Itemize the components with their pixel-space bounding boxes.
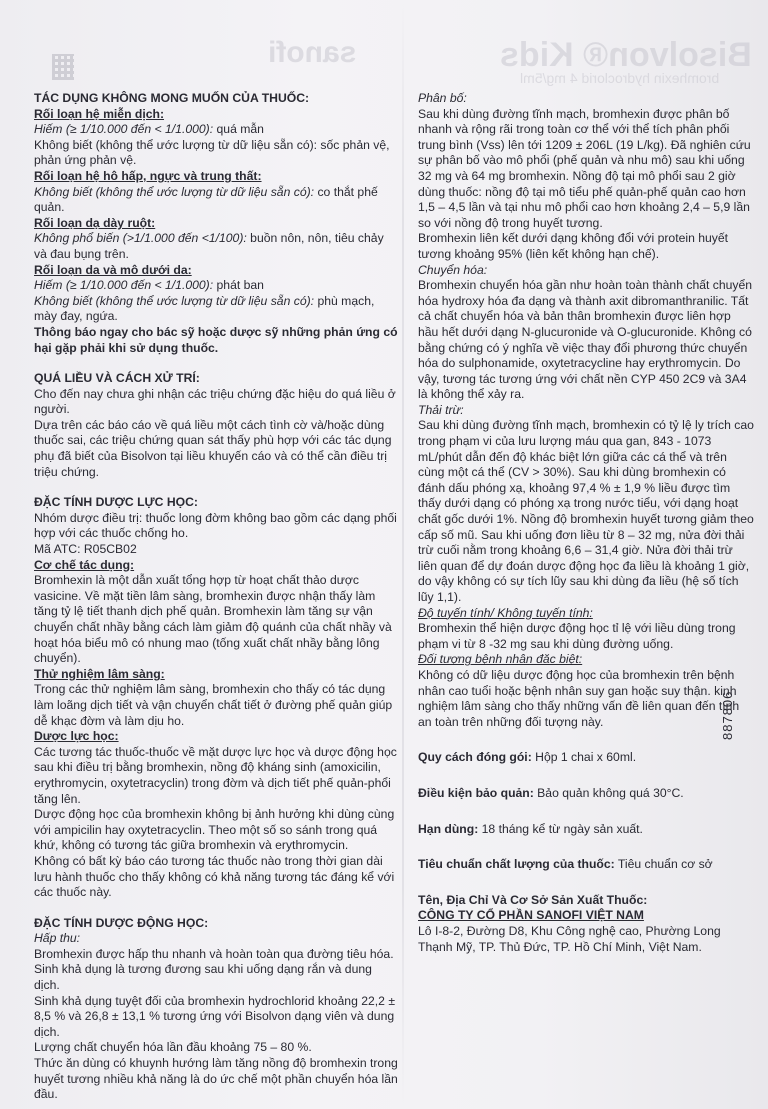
info-value: co thắt phế quản. — [34, 184, 378, 215]
spacer — [34, 480, 399, 495]
product-info-line — [418, 786, 754, 802]
subsection-heading: Rối loạn hệ hô hấp, ngực và trung thất: — [34, 168, 262, 183]
subsection-heading: Rối loạn hệ miễn dịch: — [34, 106, 165, 121]
paragraph: Bromhexin liên kết dưới dạng không đổi với protein huyết tương khoảng 95% (liên kết không hạn chế). — [418, 231, 729, 261]
paragraph: Nhóm dược điều trị: thuốc long đờm không bao gồm các dạng phối hợp với các thuốc chống ho. — [34, 510, 397, 541]
show-through-company: sanofi — [268, 36, 357, 69]
italic-subheading: Đối tượng bệnh nhân đặc biệt: — [418, 652, 583, 667]
info-label: Hạn dùng: — [418, 821, 479, 836]
info-value: Bảo quản không quá 30°C. — [533, 785, 684, 800]
spacer — [418, 837, 754, 857]
spacer — [34, 901, 399, 916]
section-heading: QUÁ LIỀU VÀ CÁCH XỬ TRÍ: — [34, 371, 200, 386]
spacer — [34, 356, 399, 371]
paragraph: Bromhexin được hấp thu nhanh và hoàn toàn qua đường tiêu hóa. — [34, 946, 394, 961]
bold-notice: Tên, Địa Chỉ Và Cơ Sở Sản Xuất Thuốc: — [418, 892, 648, 907]
fold-line — [402, 0, 404, 1109]
info-label: Quy cách đóng gói: — [418, 750, 532, 765]
frequency-label: Hiếm (≥ 1/10.000 đến < 1/1.000): — [34, 122, 214, 137]
subsection-heading: Thử nghiệm lâm sàng: — [34, 666, 165, 681]
right-column — [418, 91, 754, 955]
subsection-heading: Cơ chế tác dụng: — [34, 557, 135, 572]
frequency-line — [34, 122, 399, 138]
paragraph: Các tương tác thuốc-thuốc về mặt dược lực học và dược động học sau khi điều trị bằng bromhexin, nồng độ kháng sinh (amoxicilin, erythromycin, oxytetracyclin) trong đờm và dịch tiết phế quản-phổi tăng lên. — [34, 744, 397, 806]
paragraph: Thức ăn dùng có khuynh hướng làm tăng nồng độ bromhexin trong huyết tương nhiều khả năng là do ức chế một phần chuyển hóa lần đầu. — [34, 1056, 398, 1102]
paragraph: Dựa trên các báo cáo về quá liều một cách tình cờ và/hoặc dùng thuốc sai, các triệu chứng quan sát thấy phù hợp với các tác dụng phụ đã biết của Bisolvon tại liều khuyến cáo và có thể cần điều trị triệu chứng. — [34, 417, 392, 479]
paragraph: Cho đến nay chưa ghi nhận các triệu chứng đặc hiệu do quá liều ở người. — [34, 386, 396, 417]
italic-subheading: Hấp thu: — [34, 931, 81, 946]
spacer — [418, 766, 754, 786]
paragraph: Bromhexin là một dẫn xuất tổng hợp từ hoạt chất thảo dược vasicine. Về mặt tiền lâm sàng, bromhexin được nhận thấy làm tăng tỷ lệ tiết thanh dịch phế quản. Bromhexin làm tăng sự vận chuyển chất nhầy bằng cách làm giảm độ quánh của chất nhầy và hoạt hóa biểu mô có nhung mao (tống xuất chất nhầy bằng lông chuyển). — [34, 573, 392, 666]
spacer — [418, 873, 754, 893]
company-name: CÔNG TY CỔ PHẦN SANOFI VIỆT NAM — [418, 908, 644, 923]
subsection-heading: Rối loạn da và mô dưới da: — [34, 262, 192, 277]
info-value: phát ban — [213, 278, 264, 293]
paragraph: Sinh khả dụng tuyệt đối của bromhexin hydrochlorid khoảng 22,2 ± 8,5 % và 26,8 ± 13,1 % tương ứng với Bisolvon dạng viên và dung dịch. — [34, 993, 396, 1039]
product-info-line — [418, 857, 754, 873]
info-value: buồn nôn, nôn, tiêu chảy và đau bụng trên. — [34, 231, 384, 261]
paragraph: Sau khi dùng đường tĩnh mạch, bromhexin được phân bố nhanh và rộng rãi trong toàn cơ thể với thể tích phân phối trung bình (Vss) lên tới 1209 ± 206L (19 L/kg). Đã nghiên cứu sự phân bố vào mô phổi (phế quản và nhu mô) sau khi uống 32 mg và 64 mg bromhexin. Nồng độ tại mô phổi sau 2 giờ dùng thuốc: nồng độ tại mô tiểu phế quản-phế quản cao hơn 1,5 – 4,5 lần và tại nhu mô phổi cao hơn khoảng 2,4 – 5,9 lần so với nồng độ trong huyết tương. — [418, 106, 751, 230]
frequency-line — [34, 231, 399, 262]
frequency-line — [34, 185, 399, 216]
frequency-label: Hiếm (≥ 1/10.000 đến < 1/1.000): — [34, 278, 214, 293]
print-code: 887806 — [720, 690, 735, 740]
show-through-subtitle: bromhexin hydroclorid 4 mg/5ml — [520, 70, 720, 86]
paragraph: Bromhexin chuyển hóa gần như hoàn toàn thành chất chuyển hóa hydroxy hóa đa dạng và thành axit dibromanthranilic. Tất cả chất chuyển hóa và bản thân bromhexin được liên hợp hầu hết dưới dạng N-glucuronide và O-glucuronide. Không có bằng chứng có ý nghĩa về việc thay đổi phương thức chuyển hóa do sulphonamide, oxytetracycline hay erythromycin. Do vậy, tương tác tương ứng với chất nền CYP 450 2C9 và 3A4 là không thể xảy ra. — [418, 278, 753, 402]
info-value: Tiêu chuẩn cơ sở — [614, 857, 713, 872]
spacer — [418, 730, 754, 750]
frequency-label: Không biết (không thể ước lượng từ dữ liệu sẵn có): — [34, 184, 315, 199]
info-value: phù mạch, mày đay, ngứa. — [34, 293, 375, 324]
paragraph: Sau khi dùng đường tĩnh mạch, bromhexin có tỷ lệ ly trích cao trong phạm vi của lưu lượng máu qua gan, 843 - 1073 mL/phút dẫn đến độ khác biệt lớn giữa các cá thể và trên cùng một cá thể (CV > 30%). Sau khi dùng bromhexin có đánh dấu phóng xạ, khoảng 97,4 % ± 1,9 % liều được tìm thấy dưới dạng có phóng xạ trong nước tiểu, với dạng hoạt chất gốc dưới 1%. Nồng độ bromhexin huyết tương giảm theo cấp số mũ. Sau khi uống đơn liều từ 8 – 32 mg, nửa đời thải trừ cuối nằm trong khoảng 6,6 – 31,4 giờ. Nửa đời thải trừ liên quan để dự đoán dược động học đa liều là khoảng 1 giờ, do vậy không có sự tích lũy sau khi dùng đa liều (hệ số tích lũy 1,1). — [418, 418, 754, 604]
qr-code-mark — [52, 54, 74, 80]
bold-notice: Thông báo ngay cho bác sỹ hoặc dược sỹ những phản ứng có hại gặp phải khi sử dụng thuốc. — [34, 324, 398, 355]
section-heading: TÁC DỤNG KHÔNG MONG MUỐN CỦA THUỐC: — [34, 91, 310, 105]
subsection-heading: Rối loạn dạ dày ruột: — [34, 215, 156, 230]
paragraph: Dược động học của bromhexin không bị ảnh hưởng khi dùng cùng với ampicilin hay oxytetracyclin. Theo một số so sánh trong quá khứ, không có tương tác giữa bromhexin và erythromycin. — [34, 807, 395, 853]
info-value: Hộp 1 chai x 60ml. — [531, 750, 637, 765]
paragraph: Trong các thử nghiệm lâm sàng, bromhexin cho thấy có tác dụng làm loãng dịch tiết và vận chuyển chất tiết ở đường phế quản giúp dễ khạc đờm và làm dịu ho. — [34, 682, 393, 728]
info-value: 18 tháng kể từ ngày sản xuất. — [478, 821, 643, 836]
paragraph: Không biết (không thể ước lượng từ dữ liệu sẵn có): sốc phản vệ, phản ứng phản vệ. — [34, 137, 390, 168]
section-heading: ĐẶC TÍNH DƯỢC LỰC HỌC: — [34, 495, 198, 510]
paragraph: Bromhexin thể hiện dược động học tỉ lệ với liều dùng trong phạm vi từ 8 -32 mg sau khi dùng đường uống. — [418, 621, 736, 651]
paragraph: Lượng chất chuyển hóa lần đầu khoảng 75 – 80 %. — [34, 1040, 312, 1055]
product-info-line — [418, 750, 754, 766]
left-column — [34, 91, 399, 1103]
paragraph: Sinh khả dụng là tương đương sau khi uống dạng rắn và dung dịch. — [34, 962, 372, 993]
frequency-line — [34, 278, 399, 294]
italic-subheading: Chuyển hóa: — [418, 262, 488, 277]
info-label: Điều kiện bảo quản: — [418, 785, 534, 800]
paragraph: Mã ATC: R05CB02 — [34, 542, 137, 557]
info-label: Tiêu chuẩn chất lượng của thuốc: — [418, 857, 615, 872]
product-info-line — [418, 822, 754, 838]
spacer — [418, 802, 754, 822]
info-value: quá mẫn — [213, 122, 264, 137]
frequency-line — [34, 294, 399, 325]
frequency-label: Không phổ biến (>1/1.000 đến <1/100): — [34, 231, 247, 246]
subsection-heading: Dược lực học: — [34, 729, 119, 744]
paragraph: Lô I-8-2, Đường D8, Khu Công nghệ cao, Phường Long Thạnh Mỹ, TP. Thủ Đức, TP. Hồ Chí Minh, Việt Nam. — [418, 923, 721, 954]
italic-subheading: Thải trừ: — [418, 402, 464, 417]
show-through-brand: Bisolvon® Kids — [500, 36, 752, 74]
section-heading: ĐẶC TÍNH DƯỢC ĐỘNG HỌC: — [34, 915, 209, 930]
italic-subheading: Độ tuyến tính/ Không tuyến tính: — [418, 605, 593, 620]
italic-subheading: Phân bố: — [418, 91, 467, 105]
frequency-label: Không biết (không thể ước lượng từ dữ liệu sẵn có): — [34, 293, 315, 308]
paragraph: Không có dữ liệu dược động học của bromhexin trên bệnh nhân cao tuổi hoặc bệnh nhân suy gan hoặc suy thận. kinh nghiệm lâm sàng cho thấy những vấn đề liên quan đến tính an toàn trên những đối tượng này. — [418, 667, 740, 729]
paragraph: Không có bất kỳ báo cáo tương tác thuốc nào trong thời gian dài lưu hành thuốc cho thấy không có khả năng tương tác đáng kể với các thuốc này. — [34, 853, 395, 900]
